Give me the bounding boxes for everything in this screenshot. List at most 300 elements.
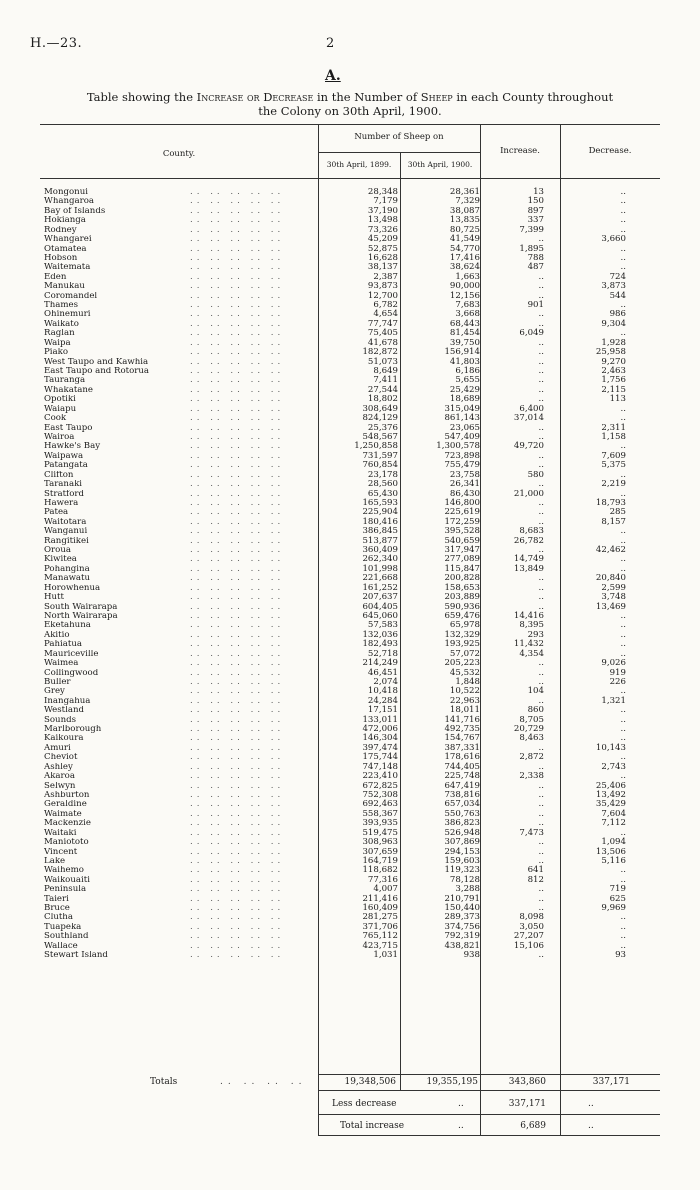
leader-dots: .. .. .. .. ..	[190, 206, 285, 216]
increase-value: 2,338	[519, 771, 544, 782]
table-top-rule	[40, 124, 660, 125]
county-name: Raglan	[44, 329, 75, 339]
sheep-1899: 65,430	[367, 488, 398, 499]
sheep-1900: 7,683	[455, 300, 480, 311]
sheep-1899: 6,782	[373, 300, 398, 311]
sheep-1899: 75,405	[367, 328, 398, 339]
sheep-1900: 154,767	[444, 733, 480, 744]
table-row	[40, 838, 660, 847]
sheep-1899: 16,628	[367, 252, 398, 263]
decrease-value: ..	[620, 526, 626, 537]
table-row	[40, 367, 660, 376]
county-name: Pahiatua	[44, 640, 83, 650]
title-text: Sheep	[420, 90, 453, 104]
table-row	[40, 386, 660, 395]
county-name: Clutha	[44, 913, 73, 923]
county-name: Kiwitea	[44, 555, 77, 565]
table-row	[40, 650, 660, 659]
decrease-value: ..	[620, 187, 626, 197]
decrease-value: ..	[620, 874, 626, 885]
increase-value: ..	[538, 695, 544, 706]
increase-value: ..	[538, 893, 544, 904]
sheep-1900: 1,848	[455, 676, 480, 687]
sheep-1899: 4,007	[373, 884, 398, 895]
leader-dots: .. .. .. .. ..	[190, 583, 285, 593]
sheep-1900: 492,735	[444, 724, 480, 735]
county-name: Opotiki	[44, 395, 76, 405]
increase-value: 1,895	[519, 243, 544, 254]
sheep-1899: 12,700	[367, 290, 398, 301]
county-name: Inangahua	[44, 696, 91, 706]
county-name: Cook	[44, 414, 67, 424]
sheep-1899: 423,715	[362, 940, 398, 951]
sheep-1900: 41,803	[449, 356, 480, 367]
decrease-value: ..	[620, 196, 626, 207]
increase-value: 8,683	[519, 526, 544, 537]
increase-value: ..	[538, 356, 544, 367]
table-row	[40, 424, 660, 433]
leader-dots: .. .. .. .. ..	[190, 451, 285, 461]
table-row	[40, 584, 660, 593]
decrease-value: 919	[609, 667, 626, 678]
county-name: Akitio	[44, 630, 70, 640]
decrease-value: ..	[620, 224, 626, 235]
leader-dots: .. .. .. .. ..	[190, 725, 285, 735]
sheep-1899: 519,475	[362, 827, 398, 838]
decrease-value: 3,873	[601, 281, 626, 292]
sheep-1899: 182,872	[362, 347, 398, 358]
county-name: Oroua	[44, 546, 71, 556]
sheep-1900: 13,835	[449, 215, 480, 226]
total-increase-label: Total increase	[340, 1121, 405, 1131]
county-name: Manukau	[44, 282, 85, 292]
title-text: in each County throughout	[452, 90, 614, 104]
totals-1899: 19,348,506	[344, 1077, 396, 1087]
increase-value: ..	[538, 592, 544, 603]
leader-dots: .. .. .. .. ..	[190, 800, 285, 810]
sheep-1900: 294,153	[444, 846, 480, 857]
table-row	[40, 254, 660, 263]
table-row	[40, 405, 660, 414]
county-name: Ashburton	[44, 791, 90, 800]
leader-dots: .. .. .. .. ..	[190, 668, 285, 678]
table-row	[40, 471, 660, 480]
sheep-1900: 210,791	[444, 893, 480, 904]
totals-top-rule	[318, 1074, 660, 1075]
increase-value: ..	[538, 497, 544, 508]
increase-value: ..	[538, 290, 544, 301]
header-decrease: Decrease.	[588, 146, 632, 156]
county-name: Buller	[44, 677, 71, 687]
decrease-value: ..	[620, 921, 626, 932]
sheep-1900: 86,430	[449, 488, 480, 499]
decrease-value: ..	[620, 469, 626, 480]
leader-dots: .. .. .. .. ..	[190, 706, 285, 716]
decrease-value: 2,115	[601, 384, 626, 395]
totals-1900: 19,355,195	[426, 1077, 478, 1087]
county-name: Rodney	[44, 225, 77, 235]
decrease-value: ..	[620, 912, 626, 923]
sheep-1900: 23,758	[449, 469, 480, 480]
increase-value: ..	[538, 950, 544, 961]
document-reference: H.—23.	[30, 36, 83, 51]
sheep-1899: 118,682	[362, 865, 398, 876]
decrease-value: 5,375	[601, 460, 626, 471]
leader-dots: .. .. .. .. ..	[190, 875, 285, 885]
leader-dots: .. .. .. .. ..	[190, 602, 285, 612]
sheep-1900: 277,089	[444, 554, 480, 565]
sheep-1899: 93,873	[367, 281, 398, 292]
sheep-1899: 175,744	[362, 752, 398, 763]
decrease-value: 2,219	[601, 479, 626, 490]
sheep-1900: 7,329	[455, 196, 480, 207]
leader-dots: .. .. .. .. ..	[190, 564, 285, 574]
decrease-value: 2,463	[601, 366, 626, 377]
title-text: in the Number of	[313, 90, 421, 104]
table-row	[40, 687, 660, 696]
sheep-1900: 150,440	[444, 903, 480, 914]
sheep-1899: 132,036	[362, 629, 398, 640]
sheep-1900: 317,947	[444, 545, 480, 556]
increase-value: 860	[527, 705, 544, 716]
less-decrease-dots: ..	[458, 1099, 464, 1109]
sheep-1900: 861,143	[444, 413, 480, 424]
table-row	[40, 490, 660, 499]
decrease-value: ..	[620, 686, 626, 697]
leader-dots: .. .. .. .. ..	[190, 385, 285, 395]
table-row	[40, 320, 660, 329]
county-name: Southland	[44, 932, 89, 942]
county-name: Maniototo	[44, 838, 89, 848]
sheep-1899: 146,304	[362, 733, 398, 744]
decrease-value: ..	[620, 488, 626, 499]
increase-value: 3,050	[519, 921, 544, 932]
table-row	[40, 226, 660, 235]
sheep-1900: 28,361	[449, 187, 480, 197]
total-increase-dec-dots: ..	[588, 1121, 594, 1131]
sheep-1900: 78,128	[449, 874, 480, 885]
county-name: Hawera	[44, 498, 79, 508]
sheep-1899: 558,367	[362, 808, 398, 819]
increase-value: 21,000	[513, 488, 544, 499]
sheep-1899: 692,463	[362, 799, 398, 810]
sheep-1899: 160,409	[362, 903, 398, 914]
decrease-value: ..	[620, 865, 626, 876]
leader-dots: .. .. .. .. ..	[190, 423, 285, 433]
page-number: 2	[326, 36, 335, 51]
leader-dots: .. .. .. .. ..	[190, 894, 285, 904]
table-bottom-rule	[318, 1135, 660, 1136]
sheep-1899: 24,284	[367, 695, 398, 706]
increase-value: 13,849	[513, 563, 544, 574]
table-row	[40, 339, 660, 348]
increase-value: ..	[538, 742, 544, 753]
sheep-1900: 723,898	[444, 450, 480, 461]
sheep-1899: 17,151	[367, 705, 398, 716]
section-letter: A.	[325, 68, 341, 84]
increase-value: ..	[538, 837, 544, 848]
sheep-1899: 211,416	[362, 893, 398, 904]
table-title	[30, 90, 670, 118]
increase-value: 27,207	[513, 931, 544, 942]
increase-value: ..	[538, 507, 544, 518]
county-name: South Wairarapa	[44, 602, 118, 612]
leader-dots: .. .. .. .. ..	[190, 856, 285, 866]
table-row	[40, 810, 660, 819]
decrease-value: ..	[620, 403, 626, 414]
increase-value: ..	[538, 234, 544, 245]
sheep-1900: 132,329	[444, 629, 480, 640]
decrease-value: 1,158	[601, 431, 626, 442]
table-row	[40, 197, 660, 206]
increase-value: ..	[538, 855, 544, 866]
decrease-value: 10,143	[595, 742, 626, 753]
sheep-1899: 7,411	[373, 375, 398, 386]
sheep-1900: 540,659	[444, 535, 480, 546]
decrease-value: ..	[620, 413, 626, 424]
increase-value: 897	[527, 205, 544, 216]
leader-dots: .. .. .. .. ..	[190, 282, 285, 292]
sheep-1900: 23,065	[449, 422, 480, 433]
increase-value: 8,463	[519, 733, 544, 744]
decrease-value: 9,969	[601, 903, 626, 914]
sheep-1900: 57,072	[449, 648, 480, 659]
decrease-value: 1,928	[601, 337, 626, 348]
increase-value: ..	[538, 450, 544, 461]
leader-dots: .. .. .. .. ..	[190, 951, 285, 961]
increase-value: 11,432	[513, 639, 544, 650]
increase-value: 26,782	[513, 535, 544, 546]
title-line-2: the Colony on 30th April, 1900.	[258, 104, 442, 118]
table-row	[40, 395, 660, 404]
decrease-value: 9,270	[601, 356, 626, 367]
sheep-1900: 146,800	[444, 497, 480, 508]
decrease-value: 3,748	[601, 592, 626, 603]
leader-dots: .. .. .. .. ..	[190, 348, 285, 358]
sheep-1900: 65,978	[449, 620, 480, 631]
totals-bottom-rule	[318, 1090, 660, 1091]
county-name: Hokianga	[44, 216, 86, 226]
increase-value: ..	[538, 884, 544, 895]
sheep-1900: 225,748	[444, 771, 480, 782]
decrease-value: 25,406	[595, 780, 626, 791]
sheep-1899: 28,560	[367, 479, 398, 490]
leader-dots: .. .. .. .. ..	[190, 677, 285, 687]
decrease-value: 8,157	[601, 516, 626, 527]
table-row	[40, 800, 660, 809]
sheep-1899: 8,649	[373, 366, 398, 377]
increase-value: ..	[538, 384, 544, 395]
county-name: Mongonui	[44, 188, 89, 197]
sheep-1900: 41,549	[449, 234, 480, 245]
county-name: Wallace	[44, 941, 78, 951]
decrease-value: ..	[620, 931, 626, 942]
decrease-value: 1,756	[601, 375, 626, 386]
increase-value: ..	[538, 573, 544, 584]
increase-value: ..	[538, 366, 544, 377]
leader-dots: .. .. .. .. ..	[190, 414, 285, 424]
table-row	[40, 518, 660, 527]
sheep-1899: 765,112	[362, 931, 398, 942]
decrease-value: 986	[609, 309, 626, 320]
table-row	[40, 452, 660, 461]
leader-dots: .. .. .. .. ..	[190, 536, 285, 546]
decrease-value: 35,429	[595, 799, 626, 810]
table-row	[40, 282, 660, 291]
sheep-1899: 393,935	[362, 818, 398, 829]
leader-dots: .. .. .. .. ..	[190, 470, 285, 480]
sheep-1900: 200,828	[444, 573, 480, 584]
table-row	[40, 207, 660, 216]
leader-dots: .. .. .. .. ..	[190, 791, 285, 800]
table-row	[40, 574, 660, 583]
county-name: Wairoa	[44, 432, 75, 442]
table-row	[40, 310, 660, 319]
table-row	[40, 188, 660, 197]
county-name: Whangaroa	[44, 197, 95, 207]
county-name: Ashley	[44, 762, 73, 772]
increase-value: 7,399	[519, 224, 544, 235]
sheep-1899: 221,668	[362, 573, 398, 584]
decrease-value: ..	[620, 648, 626, 659]
sheep-1899: 51,073	[367, 356, 398, 367]
county-name: Selwyn	[44, 781, 76, 791]
decrease-value: ..	[620, 733, 626, 744]
leader-dots: .. .. .. .. ..	[190, 913, 285, 923]
leader-dots: .. .. .. .. ..	[190, 630, 285, 640]
leader-dots: .. .. .. .. ..	[190, 338, 285, 348]
county-name: Waipa	[44, 338, 71, 348]
table-row	[40, 537, 660, 546]
increase-value: ..	[538, 799, 544, 810]
total-increase-value: 6,689	[520, 1121, 546, 1131]
county-name: Tuapeka	[44, 922, 82, 932]
sheep-1900: 115,847	[444, 563, 480, 574]
sheep-1900: 38,087	[449, 205, 480, 216]
county-name: West Taupo and Kawhia	[44, 357, 149, 367]
increase-value: ..	[538, 309, 544, 320]
sheep-1900: 744,405	[444, 761, 480, 772]
sheep-1900: 54,770	[449, 243, 480, 254]
sheep-1899: 386,845	[362, 526, 398, 537]
totals-label: Totals	[150, 1077, 178, 1087]
leader-dots: .. .. .. .. ..	[190, 885, 285, 895]
increase-value: ..	[538, 516, 544, 527]
sheep-1900: 22,963	[449, 695, 480, 706]
header-increase: Increase.	[500, 146, 540, 156]
header-county: County.	[162, 149, 196, 159]
sheep-1899: 180,416	[362, 516, 398, 527]
table-row	[40, 292, 660, 301]
county-name: Sounds	[44, 715, 77, 725]
sheep-1899: 548,567	[362, 431, 398, 442]
total-increase-dots: ..	[458, 1121, 464, 1131]
sheep-1900: 225,619	[444, 507, 480, 518]
decrease-value: ..	[620, 328, 626, 339]
sheep-1899: 672,825	[362, 780, 398, 791]
header-bottom-rule	[40, 178, 660, 179]
sheep-1899: 513,877	[362, 535, 398, 546]
table-row	[40, 932, 660, 941]
increase-value: ..	[538, 846, 544, 857]
sheep-1900: 526,948	[444, 827, 480, 838]
county-name: Coromandel	[44, 291, 98, 301]
decrease-value: 20,840	[595, 573, 626, 584]
table-row	[40, 706, 660, 715]
header-number-of-sheep: Number of Sheep on	[354, 132, 444, 142]
county-name: Clifton	[44, 470, 74, 480]
table-row	[40, 669, 660, 678]
increase-value: ..	[538, 780, 544, 791]
county-name: Hobson	[44, 253, 78, 263]
leader-dots: .. .. .. .. ..	[190, 395, 285, 405]
county-name: Waitaki	[44, 828, 77, 838]
county-name: Whangarei	[44, 235, 92, 245]
county-name: Lake	[44, 856, 66, 866]
leader-dots: .. .. .. .. ..	[190, 272, 285, 282]
totals-leader-dots: .. .. .. ..	[220, 1077, 307, 1087]
sheep-1900: 792,319	[444, 931, 480, 942]
sheep-1900: 395,528	[444, 526, 480, 537]
county-name: North Wairarapa	[44, 611, 118, 621]
table-row	[40, 546, 660, 555]
leader-dots: .. .. .. .. ..	[190, 244, 285, 254]
leader-dots: .. .. .. .. ..	[190, 847, 285, 857]
sheep-1900: 205,223	[444, 658, 480, 669]
decrease-value: ..	[620, 215, 626, 226]
sheep-1899: 133,011	[362, 714, 398, 725]
increase-value: 49,720	[513, 441, 544, 452]
leader-dots: .. .. .. .. ..	[190, 442, 285, 452]
table-row	[40, 235, 660, 244]
leader-dots: .. .. .. .. ..	[190, 932, 285, 942]
leader-dots: .. .. .. .. ..	[190, 235, 285, 245]
leader-dots: .. .. .. .. ..	[190, 197, 285, 207]
sheep-1899: 77,316	[367, 874, 398, 885]
county-name: Akaroa	[44, 772, 75, 782]
leader-dots: .. .. .. .. ..	[190, 319, 285, 329]
sheep-1899: 1,250,858	[354, 441, 398, 452]
sheep-1899: 7,179	[373, 196, 398, 207]
sheep-1900: 159,603	[444, 855, 480, 866]
increase-value: 788	[527, 252, 544, 263]
increase-value: ..	[538, 658, 544, 669]
sheep-1899: 281,275	[362, 912, 398, 923]
sheep-1899: 2,387	[373, 271, 398, 282]
county-name: Stewart Island	[44, 951, 108, 961]
county-name: Peninsula	[44, 885, 87, 895]
table-row	[40, 857, 660, 866]
leader-dots: .. .. .. .. ..	[190, 301, 285, 311]
sheep-1900: 17,416	[449, 252, 480, 263]
county-name: Patea	[44, 508, 69, 518]
table-body	[40, 188, 660, 961]
county-name: Hutt	[44, 593, 64, 603]
leader-dots: .. .. .. .. ..	[190, 649, 285, 659]
decrease-value: 544	[609, 290, 626, 301]
increase-value: ..	[538, 667, 544, 678]
sheep-1899: 824,129	[362, 413, 398, 424]
sheep-1899: 52,875	[367, 243, 398, 254]
decrease-value: 93	[615, 950, 626, 961]
sheep-1900: 755,479	[444, 460, 480, 471]
table-row	[40, 527, 660, 536]
table-row	[40, 499, 660, 508]
sheep-1900: 659,476	[444, 610, 480, 621]
sheep-1899: 165,593	[362, 497, 398, 508]
leader-dots: .. .. .. .. ..	[190, 376, 285, 386]
increase-value: ..	[538, 337, 544, 348]
